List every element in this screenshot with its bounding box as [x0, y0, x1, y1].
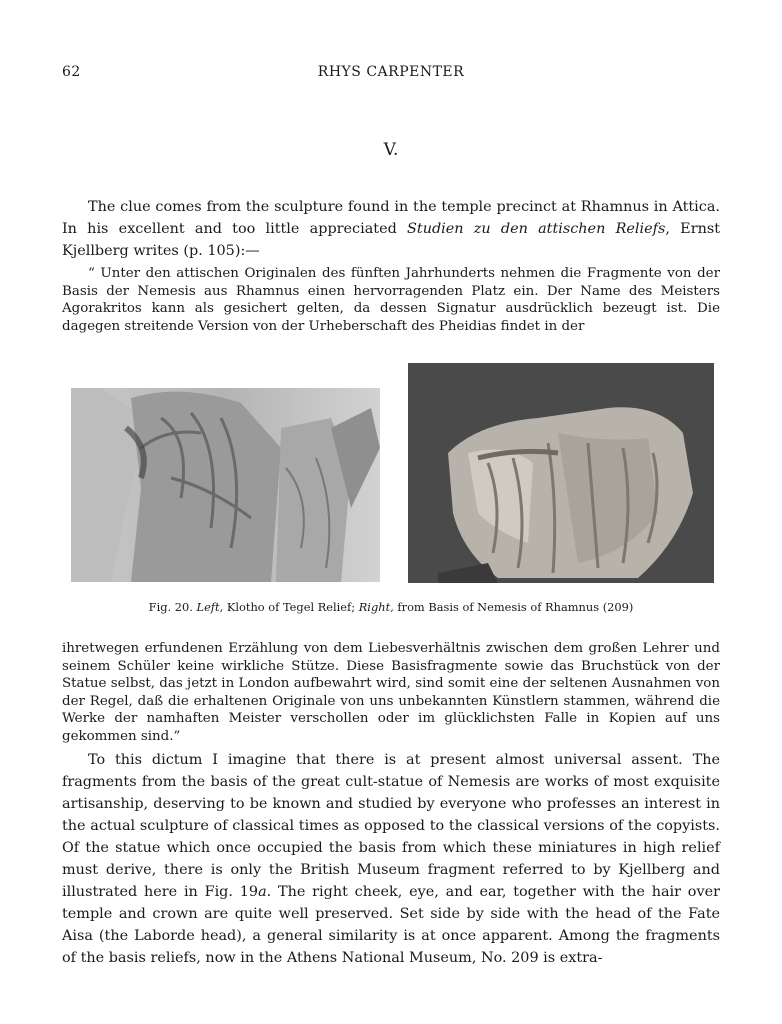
- caption-right-description: from Basis of Nemesis of Rhamnus (209): [397, 600, 634, 614]
- caption-left-label: Left,: [196, 600, 224, 614]
- caption-left-description: Klotho of Tegel Relief;: [226, 600, 356, 614]
- paragraph-dictum-text-end: The right cheek, eye, and ear, together with the hair over temple and crown are quite well preserved. Set side by side with the head of the Fate Aisa (the Laborde head), a general similarity is at once apparent. Among the fragments of the basis reliefs, now in the Athens National Museum, No. 209 is extra-: [62, 884, 720, 966]
- paragraph-intro-text-start: The clue comes from the sculpture found in the temple precinct at Rhamnus in Attica. In his excellent and too little appreciated: [62, 199, 720, 237]
- running-head: [62, 64, 720, 84]
- figure-caption: [62, 600, 720, 614]
- paragraph-dictum-text-start: To this dictum I imagine that there is at present almost universal assent. The fragments from the basis of the great cult-statue of Nemesis are works of most exquisite artisanship, deserving to be known and studied by everyone who professes an interest in the actual sculpture of classical times as opposed to the classical versions of the copyists. Of the statue which once occupied the basis from which these miniatures in high relief must derive, there is only the British Museum fragment referred to by Kjellberg and illustrated here in Fig. 19: [62, 752, 720, 900]
- paragraph-intro: [62, 196, 720, 262]
- book-title: Studien zu den attischen Reliefs: [407, 221, 666, 237]
- quotation-part-1: “ Unter den attischen Originalen des fünften Jahrhunderts nehmen die Fragmente von der Basis der Nemesis aus Rhamnus einen hervorragenden Platz ein. Der Name des Meisters Agorakritos kann als gesichert gelten, da dessen Signatur ausdrücklich bezeugt ist. Die dagegen streitende Version von der Urheberschaft des Pheidias findet in der: [62, 266, 720, 334]
- paragraph-intro-text-end: , Ernst Kjellberg writes (p. 105):—: [62, 221, 721, 259]
- figure-reference: a.: [258, 884, 272, 900]
- running-title: RHYS CARPENTER: [317, 64, 465, 80]
- nemesis-basis-fragment-image: [408, 363, 714, 583]
- quotation-part-2: ihretwegen erfundenen Erzählung von dem Liebesverhältnis zwischen dem großen Lehrer und seinem Schüler keine wirkliche Stütze. Diese Basisfragmente sowie das Bruchstück von der Statue selbst, das jetzt in London aufbewahrt wird, sind somit eine der seltenen Ausnahmen von der Regel, daß die erhaltenen Originale von uns unbekannten Künstlern stammen, während die Werke der namhaften Meister verschollen oder im glücklichsten Falle in Kopien auf uns gekommen sind.”: [62, 641, 720, 744]
- caption-right-label: Right,: [358, 600, 394, 614]
- figure-right-photo-nemesis-basis: [408, 363, 714, 583]
- section-number: V.: [383, 140, 399, 160]
- figure-label: Fig. 20.: [148, 600, 193, 614]
- page-number: 62: [62, 64, 81, 80]
- paragraph-dictum: [62, 749, 720, 969]
- klotho-relief-image: [71, 388, 380, 582]
- figure-left-photo-klotho-relief: [71, 388, 380, 582]
